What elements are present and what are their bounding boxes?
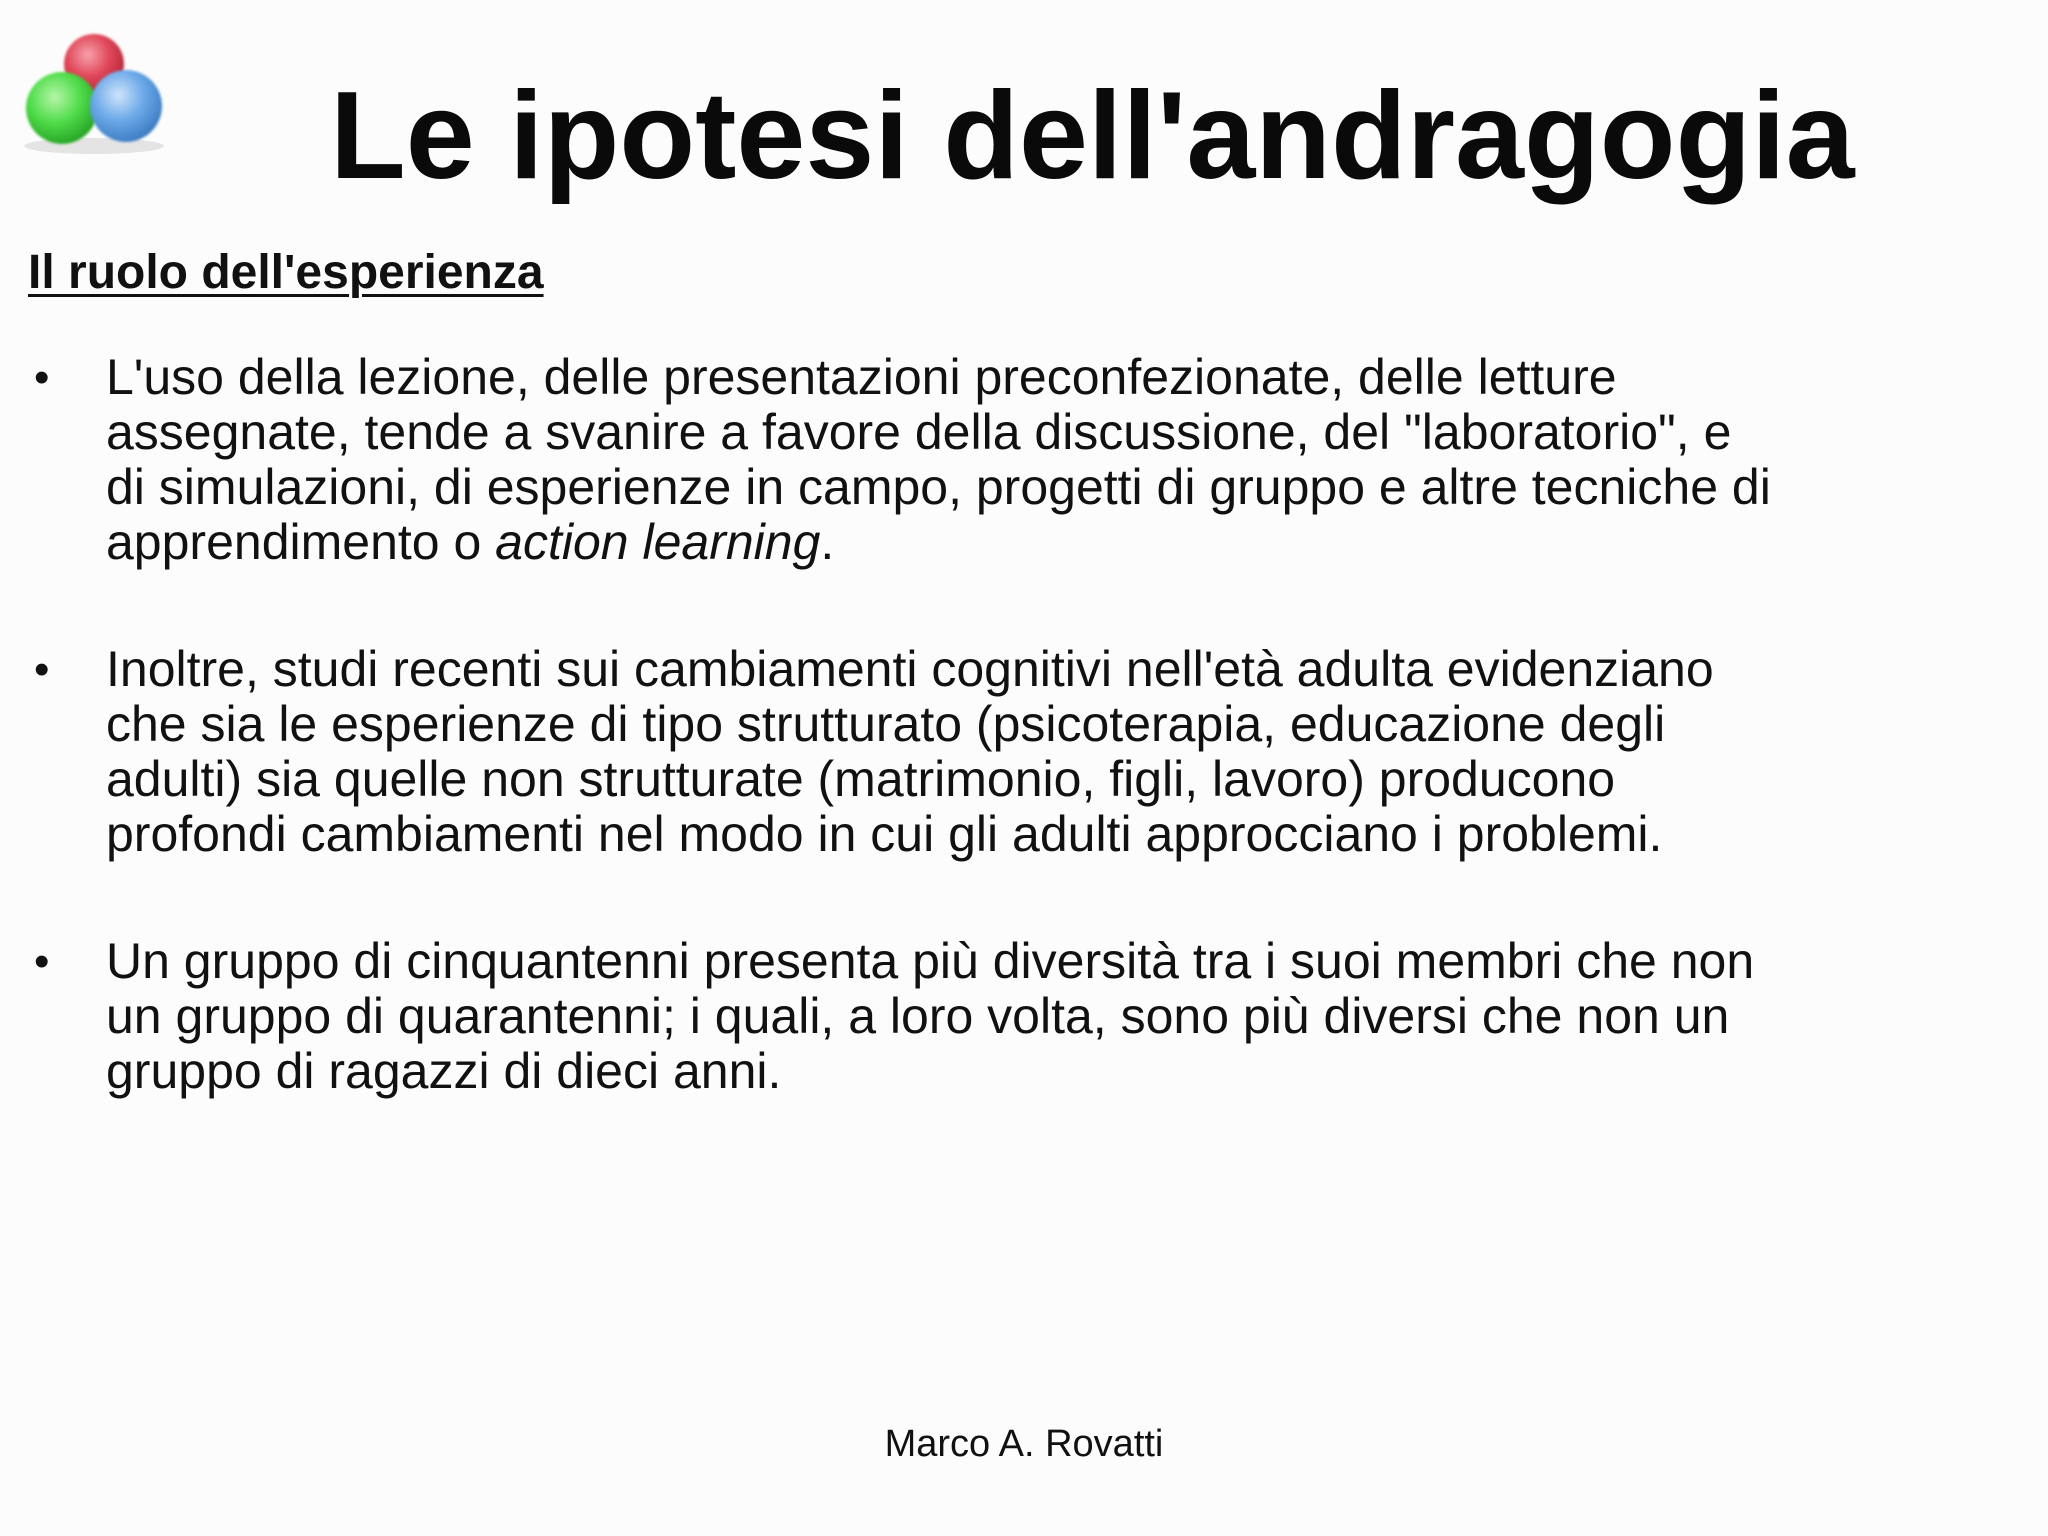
bullet-2-line-2: che sia le esperienze di tipo strutturato (psicoterapia, educazione degli (106, 696, 1666, 752)
bullet-glyph: • (34, 937, 50, 986)
bullet-list (28, 350, 2018, 1171)
bullet-2-line-4: profondi cambiamenti nel modo in cui gli adulti approcciano i problemi. (106, 806, 1663, 862)
bullet-1-line-4 (106, 515, 2018, 570)
slide-title: Le ipotesi dell'andragogia (330, 67, 1855, 205)
bullet-2-line-1: Inoltre, studi recenti sui cambiamenti cognitivi nell'età adulta evidenziano (106, 641, 1714, 697)
bullet-1-line-2: assegnate, tende a svanire a favore della discussione, del "laboratorio", e (106, 404, 1732, 460)
bullet-3-line-3: gruppo di ragazzi di dieci anni. (106, 1043, 782, 1099)
bullet-item-1 (28, 350, 2018, 570)
bullet-item-3 (28, 934, 2018, 1099)
gumdrops-logo-icon (14, 26, 174, 156)
bullet-1-line-3: di simulazioni, di esperienze in campo, progetti di gruppo e altre tecniche di (106, 459, 1771, 515)
slide-footer-author: Marco A. Rovatti (884, 1423, 1164, 1465)
bullet-2-line-3: adulti) sia quelle non strutturate (matrimonio, figli, lavoro) producono (106, 751, 1616, 807)
bullet-glyph: • (34, 353, 50, 402)
action-learning-term: action learning (495, 514, 821, 570)
bullet-1-line-1: L'uso della lezione, delle presentazioni preconfezionate, delle letture (106, 349, 1617, 405)
bullet-3-line-2: un gruppo di quarantenni; i quali, a loro volta, sono più diversi che non un (106, 988, 1730, 1044)
green-gumdrop (26, 72, 98, 144)
bullet-glyph: • (34, 645, 50, 694)
slide-subtitle: Il ruolo dell'esperienza (28, 246, 544, 299)
bullet-3-line-1: Un gruppo di cinquantenni presenta più diversità tra i suoi membri che non (106, 933, 1755, 989)
bullet-1-line-4-start: apprendimento o (106, 514, 496, 570)
bullet-item-2 (28, 642, 2018, 862)
bullet-1-line-4-end: . (820, 514, 835, 570)
blue-gumdrop (90, 70, 162, 142)
